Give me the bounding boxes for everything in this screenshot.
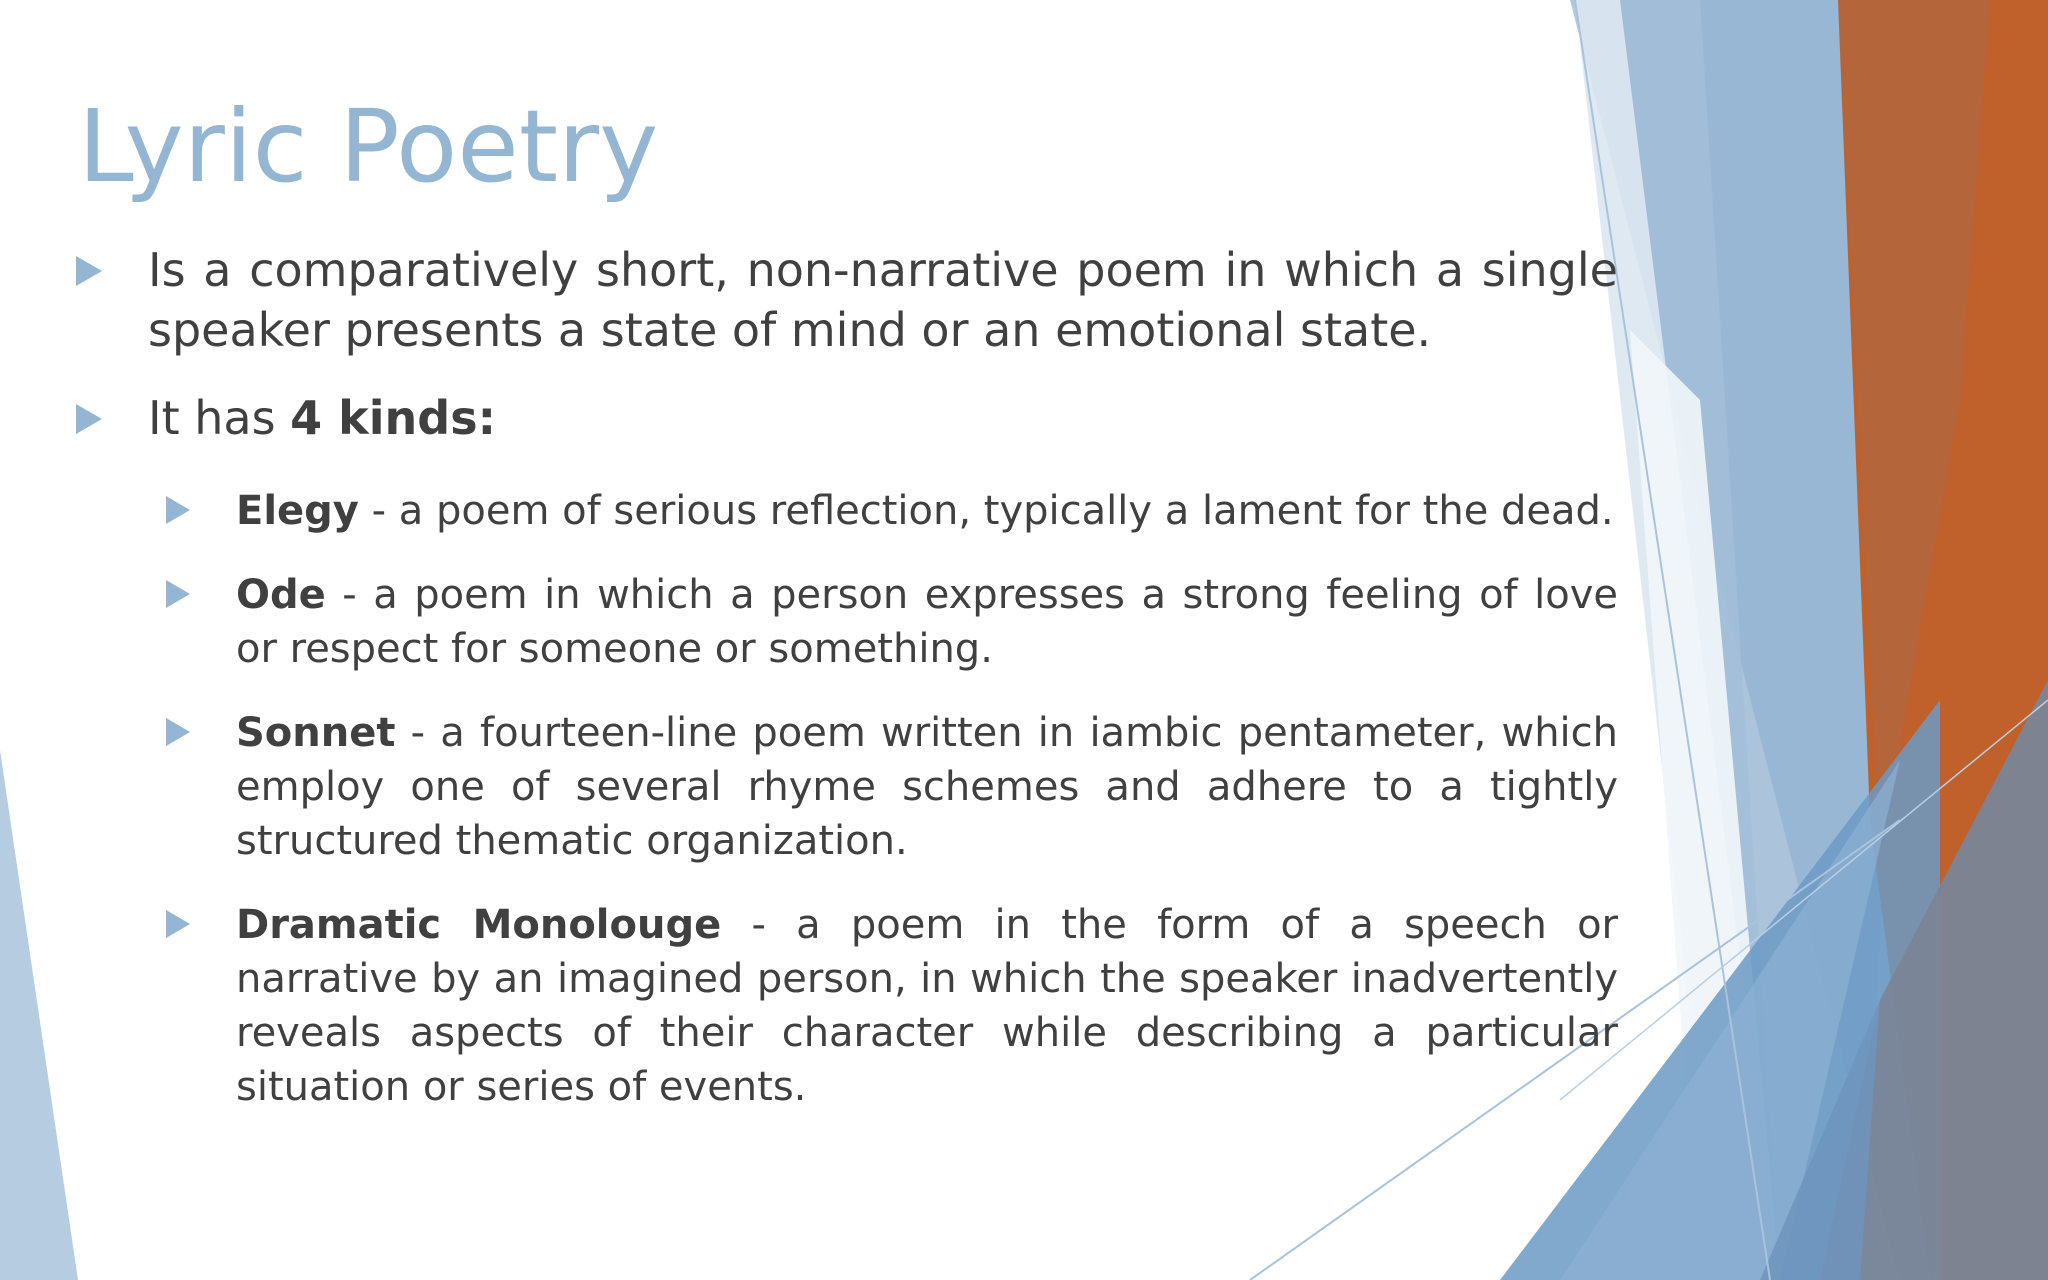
kinds-prefix: It has <box>148 391 291 445</box>
kind-term: Elegy <box>236 488 359 534</box>
kind-definition: - a poem in the form of a speech or narrative by an imagined person, in which the speaker inadvertently reveals aspects of their character while describing a particular situation or series of events. <box>236 902 1619 1110</box>
kind-term: Dramatic Monolouge <box>236 902 722 948</box>
kind-item-ode <box>162 568 1618 676</box>
kind-definition: - a poem in which a person expresses a strong feeling of love or respect for someone or something. <box>236 572 1618 672</box>
bullet-definition <box>74 240 1618 360</box>
bullet-triangle-icon <box>166 718 190 746</box>
bullet-triangle-icon <box>166 910 190 938</box>
kind-term: Ode <box>236 572 326 618</box>
kind-definition: - a fourteen-line poem written in iambic pentameter, which employ one of several rhyme schemes and adhere to a tightly structured thematic organization. <box>236 710 1618 864</box>
left-edge-shape <box>0 750 78 1280</box>
slide-title: Lyric Poetry <box>78 88 659 205</box>
kinds-count: 4 kinds: <box>290 391 496 445</box>
kind-term: Sonnet <box>236 710 396 756</box>
bullet-triangle-icon <box>76 404 102 434</box>
bullet-triangle-icon <box>76 256 102 286</box>
definition-text: Is a comparatively short, non-narrative poem in which a single speaker presents a state of mind or an emotional state. <box>148 243 1618 357</box>
kind-definition: - a poem of serious reflection, typically a lament for the dead. <box>358 488 1614 534</box>
kind-item-sonnet <box>162 706 1618 868</box>
bullet-triangle-icon <box>166 496 190 524</box>
bullet-kinds <box>74 388 1618 448</box>
kind-item-dramatic-monologue <box>162 898 1618 1114</box>
bullet-triangle-icon <box>166 580 190 608</box>
kind-item-elegy <box>162 484 1618 538</box>
slide-content <box>74 240 1618 1144</box>
